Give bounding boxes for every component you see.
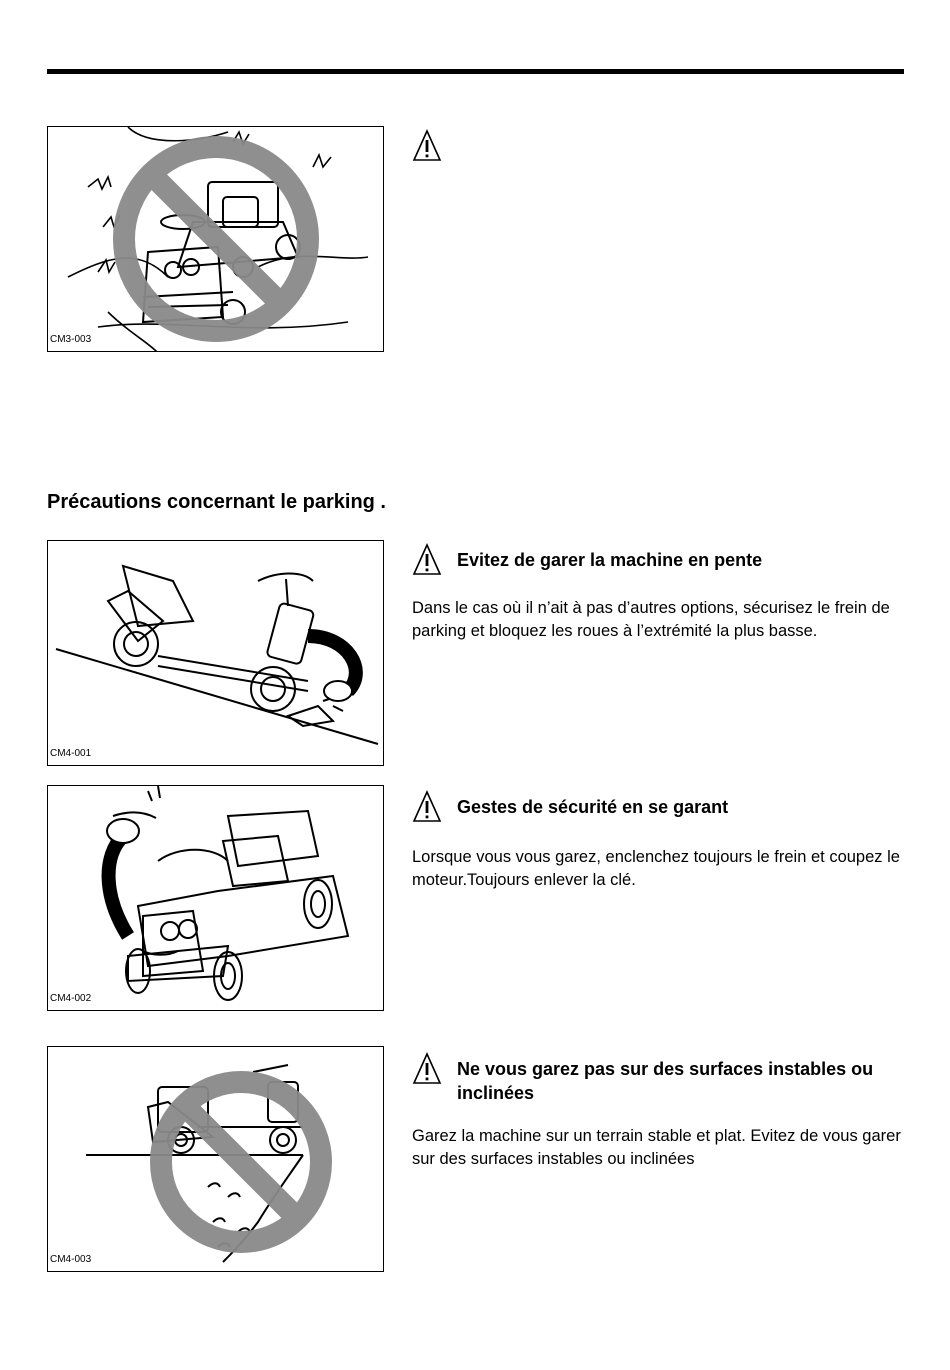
figure-rough-terrain xyxy=(47,126,384,352)
no-parking-on-unstable-edge-illustration xyxy=(48,1047,384,1272)
warning-block-3 xyxy=(412,790,908,892)
figure-unstable-edge xyxy=(47,1046,384,1272)
mower-parked-on-slope-with-chocked-wheel-illustration xyxy=(48,541,384,766)
warning-body: Garez la machine sur un terrain stable et plat. Evitez de vous garer sur des surfaces instables ou inclinées xyxy=(412,1127,901,1168)
warning-triangle-icon xyxy=(412,543,442,575)
figure-code: CM3-003 xyxy=(50,334,92,345)
figure-slope-parking xyxy=(47,540,384,766)
top-rule xyxy=(47,69,904,74)
figure-parking-safety xyxy=(47,785,384,1011)
figure-code: CM4-003 xyxy=(50,1254,92,1265)
warning-title: Evitez de garer la machine en pente xyxy=(457,550,763,570)
mower-parking-safety-illustration xyxy=(48,786,384,1011)
warning-body: Lorsque vous vous garez, enclenchez toujours le frein et coupez le moteur.Toujours enlever la clé. xyxy=(412,848,900,889)
no-mowing-on-rough-terrain-illustration xyxy=(48,127,384,352)
section-heading: Précautions concernant le parking . xyxy=(47,491,386,513)
warning-triangle-icon xyxy=(412,129,442,161)
warning-block-2 xyxy=(412,543,908,643)
warning-block-4 xyxy=(412,1052,908,1171)
figure-code: CM4-001 xyxy=(50,748,92,759)
warning-triangle-icon xyxy=(412,1052,442,1084)
warning-triangle-icon xyxy=(412,790,442,822)
warning-title: Gestes de sécurité en se garant xyxy=(457,797,729,817)
warning-title: Ne vous garez pas sur des surfaces instables ou inclinées xyxy=(457,1059,874,1103)
warning-body: Dans le cas où il n’ait à pas d’autres options, sécurisez le frein de parking et bloquez les roues à l’extrémité la plus basse. xyxy=(412,599,890,640)
figure-code: CM4-002 xyxy=(50,993,92,1004)
